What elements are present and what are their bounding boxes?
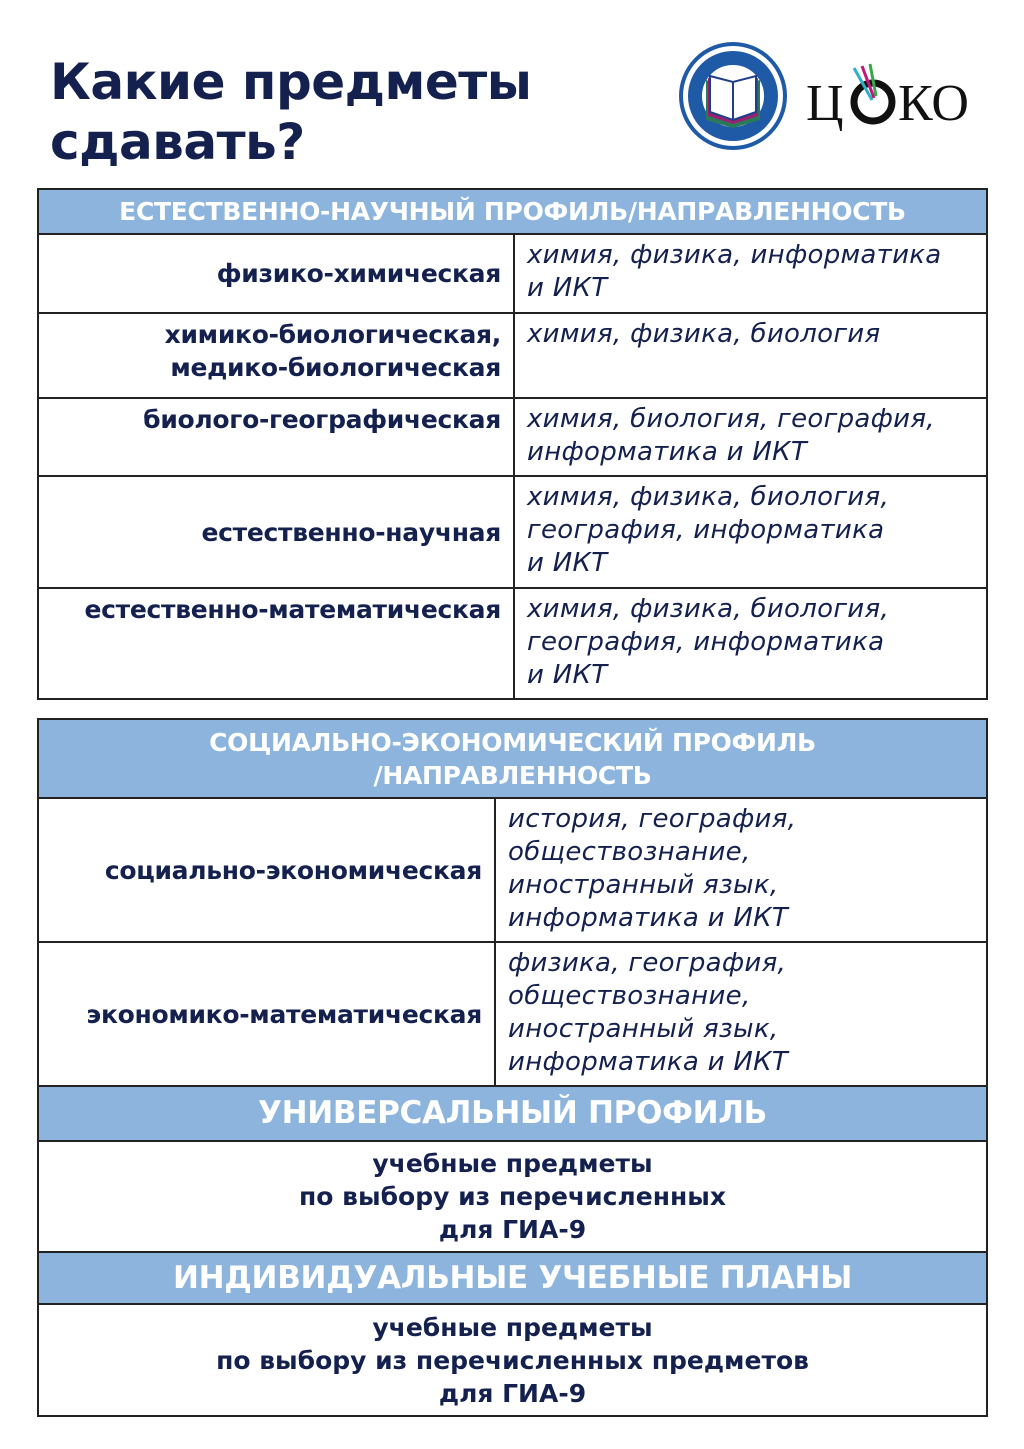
table-row: [38, 798, 987, 942]
individual-header: ИНДИВИДУАЛЬНЫЕ УЧЕБНЫЕ ПЛАНЫ: [38, 1252, 987, 1304]
profile-subjects: химия, физика, биология: [514, 313, 987, 398]
profile-name: естественно-научная: [38, 476, 514, 588]
universal-body: учебные предметы по выбору из перечисленных для ГИА-9: [38, 1141, 987, 1252]
profile-subjects: химия, физика, информатика и ИКТ: [514, 234, 987, 313]
profile-subjects: химия, физика, биология, география, информатика и ИКТ: [514, 588, 987, 699]
natural-science-table: [37, 188, 988, 700]
profile-name: биолого-географическая: [38, 398, 514, 476]
profile-name: экономико-математическая: [38, 942, 495, 1086]
table-row: [38, 942, 987, 1086]
profile-name: физико-химическая: [38, 234, 514, 313]
profile-subjects: история, география, обществознание, иностранный язык, информатика и ИКТ: [495, 798, 987, 942]
tsoko-logo: [806, 64, 969, 132]
profile-subjects: физика, география, обществознание, иностранный язык, информатика и ИКТ: [495, 942, 987, 1086]
logos: [676, 38, 996, 158]
individual-body: учебные предметы по выбору из перечисленных предметов для ГИА-9: [38, 1304, 987, 1416]
table-header: СОЦИАЛЬНО-ЭКОНОМИЧЕСКИЙ ПРОФИЛЬ /НАПРАВЛЕННОСТЬ: [38, 719, 987, 798]
profile-name: естественно-математическая: [38, 588, 514, 699]
svg-text:КО: КО: [898, 75, 969, 132]
table-row: [38, 398, 987, 476]
table-header: ЕСТЕСТВЕННО-НАУЧНЫЙ ПРОФИЛЬ/НАПРАВЛЕННОСТЬ: [38, 189, 987, 234]
universal-header: УНИВЕРСАЛЬНЫЙ ПРОФИЛЬ: [38, 1086, 987, 1141]
table-row: [38, 234, 987, 313]
profile-subjects: химия, биология, география, информатика и ИКТ: [514, 398, 987, 476]
socio-economic-table: [37, 718, 988, 1417]
profile-subjects: химия, физика, биология, география, информатика и ИКТ: [514, 476, 987, 588]
ministry-logo: [681, 44, 785, 148]
profile-name: социально-экономическая: [38, 798, 495, 942]
svg-text:Ц: Ц: [806, 75, 844, 132]
profile-name: химико-биологическая, медико-биологическая: [38, 313, 514, 398]
table-row: [38, 476, 987, 588]
table-row: [38, 588, 987, 699]
table-row: [38, 313, 987, 398]
page-title: Какие предметы сдавать?: [50, 53, 532, 171]
